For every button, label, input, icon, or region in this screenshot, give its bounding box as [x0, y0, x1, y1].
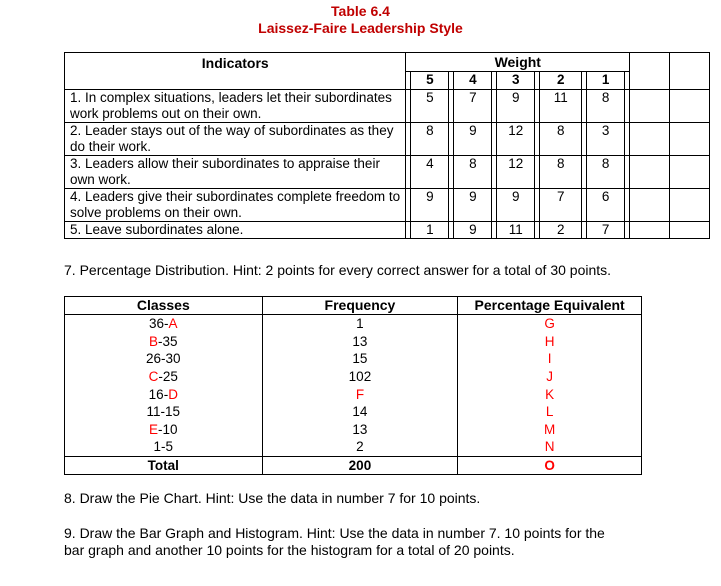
table-row [65, 333, 642, 351]
total-frequency: 200 [262, 456, 458, 475]
frequency-header: Frequency [262, 297, 458, 315]
weight-value: 8 [411, 123, 449, 156]
weight-value: 8 [587, 90, 625, 123]
frequency-cell: 13 [262, 421, 458, 439]
percentage-header: Percentage Equivalent [458, 297, 642, 315]
question-9-line-1: 9. Draw the Bar Graph and Histogram. Hint: Use the data in number 7. 10 points for the [64, 525, 605, 541]
blank-letter: C [148, 369, 159, 385]
question-8: 8. Draw the Pie Chart. Hint: Use the data in number 7 for 10 points. [64, 490, 481, 506]
weight-value: 8 [587, 156, 625, 189]
wm-cell [630, 90, 670, 123]
class-cell: 11-15 [65, 403, 263, 421]
frequency-cell: 14 [262, 403, 458, 421]
weight-col-2: 2 [540, 71, 582, 90]
wm-cell [630, 222, 670, 239]
total-row [65, 456, 642, 475]
weight-col-5: 5 [411, 71, 449, 90]
weight-value: 9 [497, 189, 535, 222]
frequency-cell: 1 [262, 315, 458, 333]
percentage-cell: L [458, 403, 642, 421]
weight-value: 12 [497, 123, 535, 156]
frequency-cell: F [262, 385, 458, 403]
class-cell: C-25 [65, 368, 263, 386]
table-row [65, 368, 642, 386]
frequency-cell: 102 [262, 368, 458, 386]
weight-value: 5 [411, 90, 449, 123]
blank-letter: A [168, 316, 178, 332]
table-subtitle: Laissez-Faire Leadership Style [258, 20, 463, 36]
weight-value: 1 [411, 222, 449, 239]
weight-value: 3 [587, 123, 625, 156]
table-row [65, 222, 710, 239]
frequency-cell: 13 [262, 333, 458, 351]
weight-value: 8 [454, 156, 492, 189]
leadership-indicators-table [64, 52, 710, 239]
table-row [65, 123, 710, 156]
percentage-cell: N [458, 438, 642, 456]
weight-header: Weight [406, 53, 630, 72]
weight-col-1: 1 [587, 71, 625, 90]
weight-col-3: 3 [497, 71, 535, 90]
weight-value: 8 [540, 123, 582, 156]
indicator-text: 3. Leaders allow their subordinates to appraise their own work. [65, 156, 406, 189]
question-7: 7. Percentage Distribution. Hint: 2 points for every correct answer for a total of 30 points. [64, 262, 612, 278]
indicator-text: 2. Leader stays out of the way of subordinates as they do their work. [65, 123, 406, 156]
table-title: Table 6.4 [331, 3, 390, 19]
table-row [65, 438, 642, 456]
percentage-cell: K [458, 385, 642, 403]
indicator-text: 5. Leave subordinates alone. [65, 222, 406, 239]
weight-value: 9 [454, 189, 492, 222]
weight-value: 6 [587, 189, 625, 222]
percentage-cell: H [458, 333, 642, 351]
blank-letter: B [149, 333, 159, 349]
total-percentage: O [458, 456, 642, 475]
class-cell: B-35 [65, 333, 263, 351]
question-9-line-2: bar graph and another 10 points for the histogram for a total of 20 points. [64, 542, 515, 558]
table-row [65, 385, 642, 403]
percentage-cell: I [458, 350, 642, 368]
vi-cell [669, 123, 709, 156]
weight-value: 9 [497, 90, 535, 123]
table-row [65, 350, 642, 368]
vi-cell [669, 189, 709, 222]
class-cell: 36-A [65, 315, 263, 333]
weight-value: 7 [587, 222, 625, 239]
blank-letter: E [149, 421, 159, 437]
table-row [65, 90, 710, 123]
wm-cell [630, 156, 670, 189]
percentage-distribution-table [64, 296, 642, 475]
weight-value: 9 [411, 189, 449, 222]
table-row [65, 189, 710, 222]
total-label: Total [65, 456, 263, 475]
blank-letter: D [168, 386, 178, 402]
class-cell: 16-D [65, 385, 263, 403]
weight-value: 11 [540, 90, 582, 123]
wm-cell [630, 189, 670, 222]
weight-value: 12 [497, 156, 535, 189]
table-row [65, 403, 642, 421]
weight-value: 7 [454, 90, 492, 123]
table-row [65, 156, 710, 189]
class-cell: 26-30 [65, 350, 263, 368]
percentage-cell: G [458, 315, 642, 333]
percentage-cell: J [458, 368, 642, 386]
table-row [65, 421, 642, 439]
weight-value: 9 [454, 222, 492, 239]
table-row [65, 315, 642, 333]
vi-cell [669, 222, 709, 239]
weight-value: 9 [454, 123, 492, 156]
percentage-cell: M [458, 421, 642, 439]
vi-cell [669, 156, 709, 189]
vi-cell [669, 90, 709, 123]
classes-header: Classes [65, 297, 263, 315]
frequency-cell: 15 [262, 350, 458, 368]
frequency-cell: 2 [262, 438, 458, 456]
class-cell: 1-5 [65, 438, 263, 456]
weight-value: 7 [540, 189, 582, 222]
weight-value: 2 [540, 222, 582, 239]
weight-col-4: 4 [454, 71, 492, 90]
weight-value: 4 [411, 156, 449, 189]
class-cell: E-10 [65, 421, 263, 439]
weight-value: 8 [540, 156, 582, 189]
weight-value: 11 [497, 222, 535, 239]
wm-cell [630, 123, 670, 156]
indicator-text: 4. Leaders give their subordinates complete freedom to solve problems on their own. [65, 189, 406, 222]
indicators-header: Indicators [65, 53, 406, 90]
indicator-text: 1. In complex situations, leaders let their subordinates work problems out on their own. [65, 90, 406, 123]
